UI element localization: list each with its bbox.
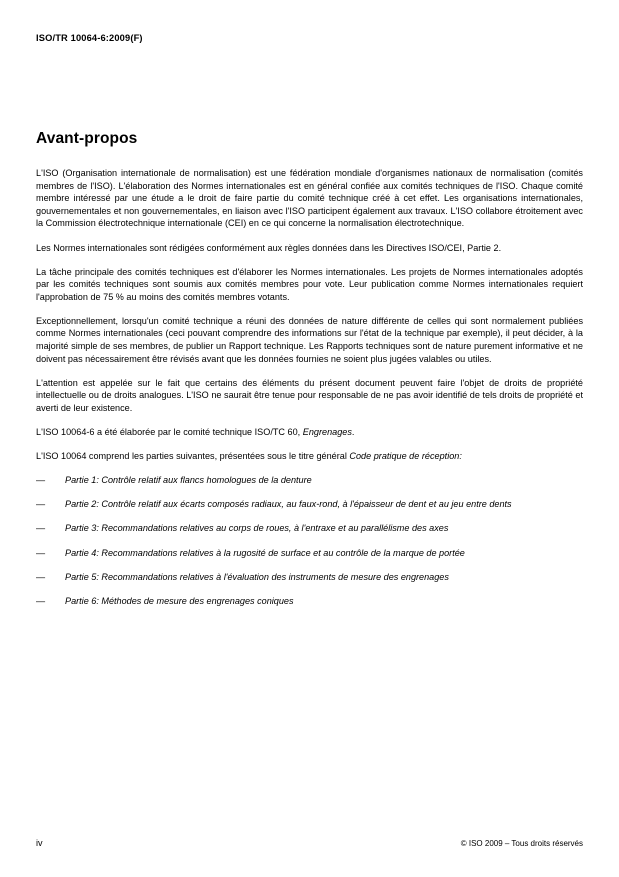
list-item: [36, 522, 583, 535]
paragraph-patent-rights: L'attention est appelée sur le fait que certains des éléments du présent document peuvent faire l'objet de droits de propriété intellectuelle ou de droits analogues. L'ISO ne saurait être tenue pour responsable de ne pas avoir identifié de tels droits de propriété et averti de leur existence.: [36, 377, 583, 413]
copyright-notice: © ISO 2009 – Tous droits réservés: [460, 839, 583, 848]
prepared-by-suffix: .: [351, 427, 355, 438]
list-item: [36, 595, 583, 608]
part-label: Partie 5: Recommandations relatives à l'évaluation des instruments de mesure des engrenages: [65, 571, 449, 582]
committee-title: Engrenages: [302, 427, 352, 438]
paragraph-prepared-by: [36, 426, 583, 439]
list-item: [36, 474, 583, 487]
parts-list: [36, 474, 583, 607]
em-dash-bullet-icon: —: [36, 475, 46, 486]
parts-intro-prefix: L'ISO 10064 comprend les parties suivantes, présentées sous le titre général: [36, 451, 350, 462]
paragraph-parts-intro: [36, 450, 583, 463]
part-label: Partie 1: Contrôle relatif aux flancs homologues de la denture: [65, 475, 312, 486]
prepared-by-prefix: L'ISO 10064-6 a été élaborée par le comité technique ISO/TC 60,: [36, 427, 303, 438]
part-label: Partie 4: Recommandations relatives à la rugosité de surface et au contrôle de la marque de portée: [65, 547, 465, 558]
parts-general-title: Code pratique de réception:: [349, 451, 462, 462]
document-header-reference: ISO/TR 10064-6:2009(F): [36, 33, 143, 43]
page-number: iv: [36, 838, 43, 848]
em-dash-bullet-icon: —: [36, 499, 46, 510]
page-title: Avant-propos: [36, 130, 138, 147]
part-label: Partie 2: Contrôle relatif aux écarts composés radiaux, au faux-rond, à l'épaisseur de dent et au jeu entre dents: [65, 499, 512, 510]
em-dash-bullet-icon: —: [36, 571, 46, 582]
paragraph-voting-approval: La tâche principale des comités techniques est d'élaborer les Normes internationales. Les projets de Normes internationales adoptés par les comités techniques sont soumis aux comités membres pour vote. Leur publication comme Normes internationales requiert l'approbation de 75 % au moins des comités membres votants.: [36, 266, 583, 302]
em-dash-bullet-icon: —: [36, 547, 46, 558]
em-dash-bullet-icon: —: [36, 595, 46, 606]
document-body: [36, 130, 583, 607]
list-item: [36, 547, 583, 560]
part-label: Partie 6: Méthodes de mesure des engrenages coniques: [65, 595, 294, 606]
list-item: [36, 498, 583, 511]
paragraph-technical-report: Exceptionnellement, lorsqu'un comité technique a réuni des données de nature différente de celles qui sont normalement publiées comme Normes internationales (ceci pouvant comprendre des informations sur l'état de la technique par exemple), il peut décider, à la majorité simple de ses membres, de publier un Rapport technique. Les Rapports techniques sont de nature purement informative et ne doivent pas nécessairement être révisés avant que les données fournies ne soient plus jugées valables ou utiles.: [36, 315, 583, 364]
part-label: Partie 3: Recommandations relatives au corps de roues, à l'entraxe et au parallélisme des axes: [65, 523, 449, 534]
paragraph-iso-description: L'ISO (Organisation internationale de normalisation) est une fédération mondiale d'organismes nationaux de normalisation (comités membres de l'ISO). L'élaboration des Normes internationales est en général confiée aux comités techniques de l'ISO. Chaque comité membre intéressé par une étude a le droit de faire partie du comité technique créé à cet effet. Les organisations internationales, gouvernementales et non gouvernementales, en liaison avec l'ISO participent également aux travaux. L'ISO collabore étroitement avec la Commission électrotechnique internationale (CEI) en ce qui concerne la normalisation électrotechnique.: [36, 168, 583, 229]
em-dash-bullet-icon: —: [36, 523, 46, 534]
page-footer: [36, 838, 583, 852]
paragraph-drafting-rules: Les Normes internationales sont rédigées conformément aux règles données dans les Directives ISO/CEI, Partie 2.: [36, 242, 502, 253]
list-item: [36, 571, 583, 584]
